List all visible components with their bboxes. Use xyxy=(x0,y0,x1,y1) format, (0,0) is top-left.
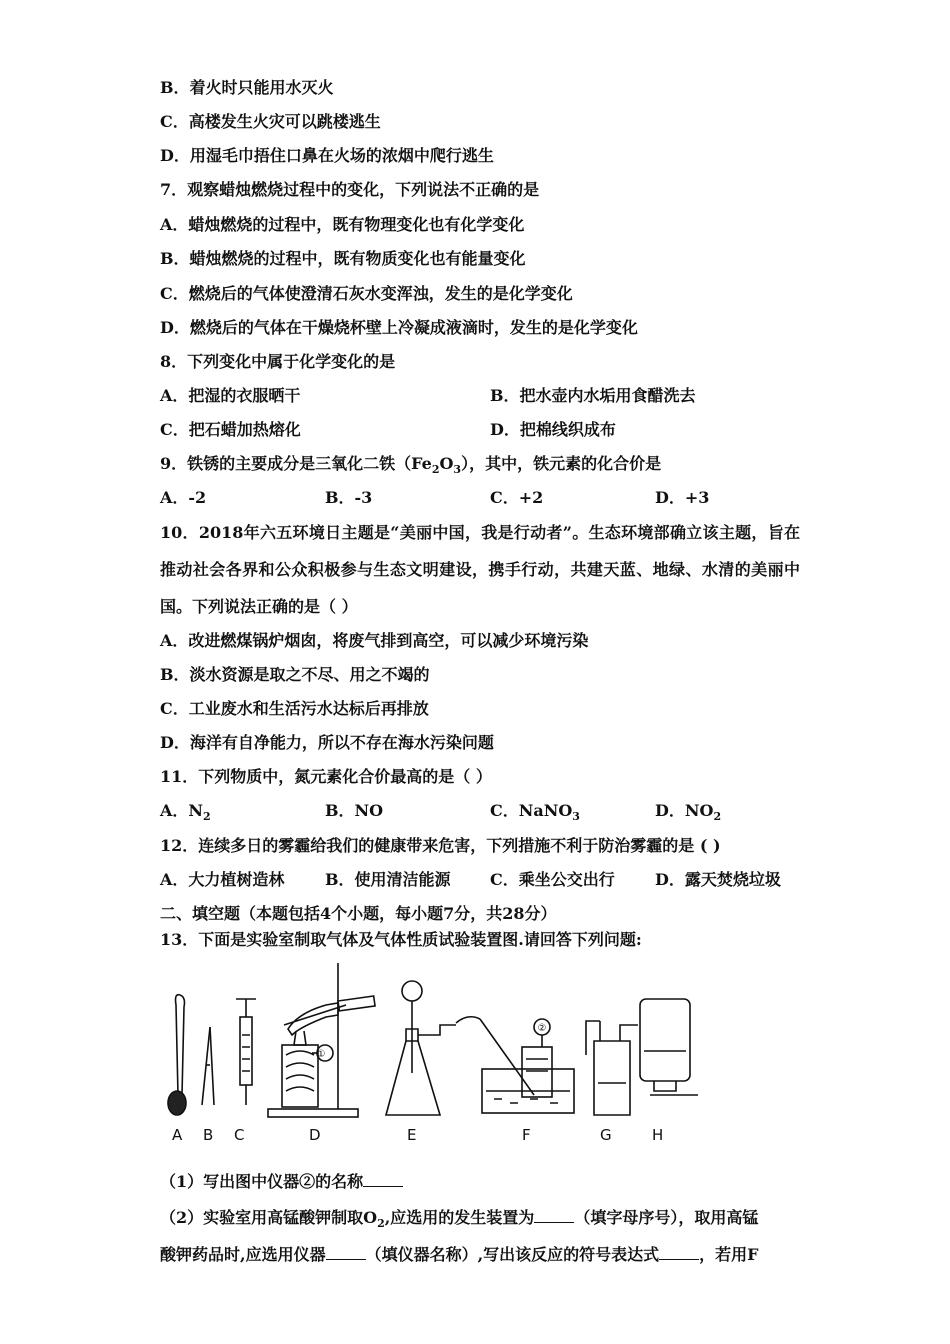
q9-stem: 9．铁锈的主要成分是三氧化二铁$(Fe_2O_3)$，其中，铁元素的化合价是 xyxy=(160,454,662,477)
q13-part-2-line2: 酸钾药品时,应选用仪器 （填仪器名称）,写出该反应的符号表达式 ，若用F xyxy=(160,1245,759,1264)
q11-option-c: C．NaNO$_3$ xyxy=(490,801,580,824)
gas-collection-bottle-icon xyxy=(640,999,698,1095)
q11-option-a: A．$N_2$ xyxy=(160,801,211,824)
figure-label-c: C xyxy=(234,1126,245,1144)
q13-stem: 13．下面是实验室制取气体及气体性质试验装置图.请回答下列问题: xyxy=(160,930,642,949)
q7-stem: 7．观察蜡烛燃烧过程中的变化，下列说法不正确的是 xyxy=(160,180,540,199)
q10-stem: 10．2018年六五环境日主题是“美丽中国，我是行动者”。生态环境部确立该主题，旨在推动社会各界和公众积极参与生态文明建设，携手行动，共建天蓝、地绿、水清的美丽中国。下列说法正确的是（ ） xyxy=(160,523,800,616)
q9-option-c: C．+2 xyxy=(490,488,544,507)
q8-option-a: A．把湿的衣服晒干 xyxy=(160,386,301,405)
q6-option-c: C．高楼发生火灾可以跳楼逃生 xyxy=(160,112,381,131)
q6-option-d: D．用湿毛巾捂住口鼻在火场的浓烟中爬行逃生 xyxy=(160,146,494,165)
q8-option-b: B．把水壶内水垢用食醋洗去 xyxy=(490,386,696,405)
answer-blank[interactable] xyxy=(326,1245,366,1260)
syringe-icon xyxy=(236,999,256,1105)
tweezers-icon xyxy=(202,1027,214,1105)
water-trough-icon xyxy=(482,1019,574,1113)
q11-option-d: D．$NO_2$ xyxy=(655,801,722,824)
q13-part-1: （1）写出图中仪器②的名称 xyxy=(160,1172,403,1192)
q7-option-d: D．燃烧后的气体在干燥烧杯壁上冷凝成液滴时，发生的是化学变化 xyxy=(160,318,638,337)
section-heading: 二、填空题（本题包括4个小题，每小题7分，共28分） xyxy=(160,904,557,923)
q7-option-c: C．燃烧后的气体使澄清石灰水变浑浊，发生的是化学变化 xyxy=(160,284,573,303)
conical-flask-icon xyxy=(386,981,534,1115)
q6-option-b: B．着火时只能用水灭火 xyxy=(160,78,334,97)
q7-option-a: A．蜡烛燃烧的过程中，既有物理变化也有化学变化 xyxy=(160,215,525,234)
circle-label-2: ② xyxy=(537,1023,547,1034)
circle-label-1: ① xyxy=(316,1049,326,1060)
figure-label-f: F xyxy=(522,1126,531,1144)
q12-option-a: A．大力植树造林 xyxy=(160,870,285,889)
figure-label-e: E xyxy=(407,1126,417,1144)
q10-option-d: D．海洋有自净能力，所以不存在海水污染问题 xyxy=(160,733,494,752)
apparatus-figure xyxy=(150,955,710,1155)
q12-option-b: B．使用清洁能源 xyxy=(325,870,451,889)
spoon-icon xyxy=(168,995,186,1115)
q8-option-c: C．把石蜡加热熔化 xyxy=(160,420,301,439)
figure-label-a: A xyxy=(172,1126,183,1144)
gas-washing-bottle-icon xyxy=(586,1021,638,1115)
answer-blank[interactable] xyxy=(363,1172,403,1187)
figure-label-b: B xyxy=(203,1126,214,1144)
iron-stand-icon xyxy=(268,963,375,1117)
figure-label-h: H xyxy=(652,1126,664,1144)
q13-part-2-line1: （2）实验室用高锰酸钾制取$O_2$,应选用的发生装置为 （填字母序号），取用高锰 xyxy=(160,1208,759,1231)
figure-label-g: G xyxy=(600,1126,612,1144)
q8-stem: 8．下列变化中属于化学变化的是 xyxy=(160,352,396,371)
q9-option-d: D．+3 xyxy=(655,488,710,507)
q12-stem: 12．连续多日的雾霾给我们的健康带来危害，下列措施不利于防治雾霾的是 ( ) xyxy=(160,836,721,855)
answer-blank[interactable] xyxy=(659,1245,699,1260)
q10-option-a: A．改进燃煤锅炉烟囱，将废气排到高空，可以减少环境污染 xyxy=(160,631,589,650)
q9-option-a: A．-2 xyxy=(160,488,207,507)
answer-blank[interactable] xyxy=(534,1208,574,1223)
q10-option-c: C．工业废水和生活污水达标后再排放 xyxy=(160,699,429,718)
q12-option-c: C．乘坐公交出行 xyxy=(490,870,615,889)
q12-option-d: D．露天焚烧垃圾 xyxy=(655,870,781,889)
q11-option-b: B．NO xyxy=(325,801,384,820)
q8-option-d: D．把棉线织成布 xyxy=(490,420,616,439)
q9-option-b: B．-3 xyxy=(325,488,373,507)
q11-stem: 11．下列物质中，氮元素化合价最高的是（ ） xyxy=(160,767,492,786)
q10-option-b: B．淡水资源是取之不尽、用之不竭的 xyxy=(160,665,430,684)
figure-label-d: D xyxy=(309,1126,321,1144)
q7-option-b: B．蜡烛燃烧的过程中，既有物质变化也有能量变化 xyxy=(160,249,526,268)
